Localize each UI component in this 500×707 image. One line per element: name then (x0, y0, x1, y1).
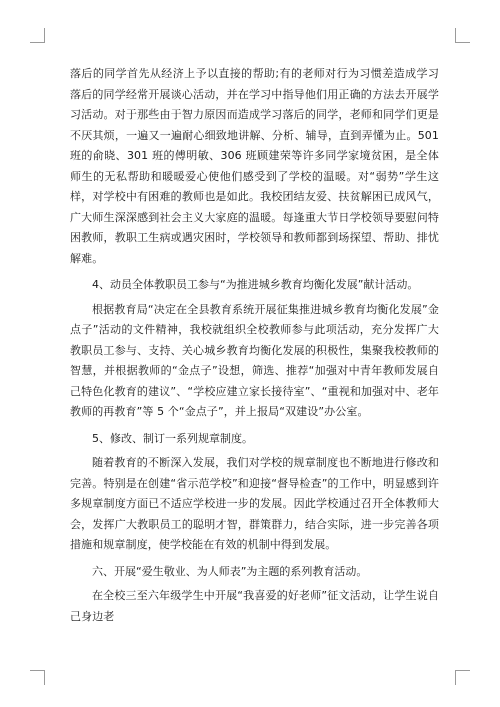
paragraph-golden-ideas: 根据教育局“决定在全县教育系统开展征集推进城乡教育均衡化发展”金点子”活动的文件精神，我校就组织全校教师参与此项活动，充分发挥广大教职员工参与、支持、关心城乡教育均衡化发展的积极性，集聚我校教师的智慧，并根据教师的“金点子”设想，筛选、推荐“加强对中青年教师发展自己特色化教育的建议”、“学校应建立家长接待室”、“重视和加强对中、老年教师的再教育”等 5 个“金点子”，并上报局“双建设”办公室。 (70, 302, 439, 418)
heading-item-5: 5、修改、制订一系列规章制度。 (92, 431, 253, 445)
paragraph-student-help: 落后的同学首先从经济上予以直接的帮助;有的老师对行为习惯差造成学习落后的同学经常开展谈心活动，并在学习中指导他们用正确的方法去开展学习活动。对于那些由于智力原因而造成学习落后的同学，老师和同学们更是不厌其烦，一遍又一遍耐心细致地讲解、分析、辅导，直到弄懂为止。501 班的俞晓、301 班的傅明敏、306 班顾建荣等许多同学家境贫困，是全体师生的无私帮助和暖暖爱心使他们感受到了学校的温暖。对“弱势”学生这样，对学校中有困难的教师也是如此。我校团结友爱、扶贫解困已成风气，广大师生深深感到社会主义大家庭的温暖。每逢重大节日学校领导要慰问特困教师，教职工生病或遇灾困时，学校领导和教师都到场探望、帮助、排忧解难。 (70, 67, 439, 265)
paragraph-essay-activity: 在全校三至六年级学生中开展“我喜爱的好老师”征文活动，让学生说自己身边老 (70, 589, 439, 623)
heading-section-6: 六、开展“爱生敬业、为人师表”为主题的系列教育活动。 (92, 564, 368, 578)
crop-mark-bottom-left (30, 670, 45, 685)
crop-mark-top-right (455, 28, 470, 43)
crop-mark-top-left (30, 28, 45, 43)
document-body (70, 64, 439, 627)
paragraph-regulations: 随着教育的不断深入发展，我们对学校的规章制度也不断地进行修改和完善。特别是在创建“省示范学校”和迎接“督导检查”的工作中，明显感到许多规章制度方面已不适应学校进一步的发展。因此学校通过召开全体教师大会，发挥广大教职员工的聪明才智，群策群力，结合实际，进一步完善各项措施和规章制度，使学校能在有效的机制中得到发展。 (70, 456, 439, 551)
heading-item-4: 4、动员全体教职员工参与“为推进城乡教育均衡化发展”献计活动。 (92, 278, 419, 291)
crop-mark-bottom-right (455, 670, 470, 685)
